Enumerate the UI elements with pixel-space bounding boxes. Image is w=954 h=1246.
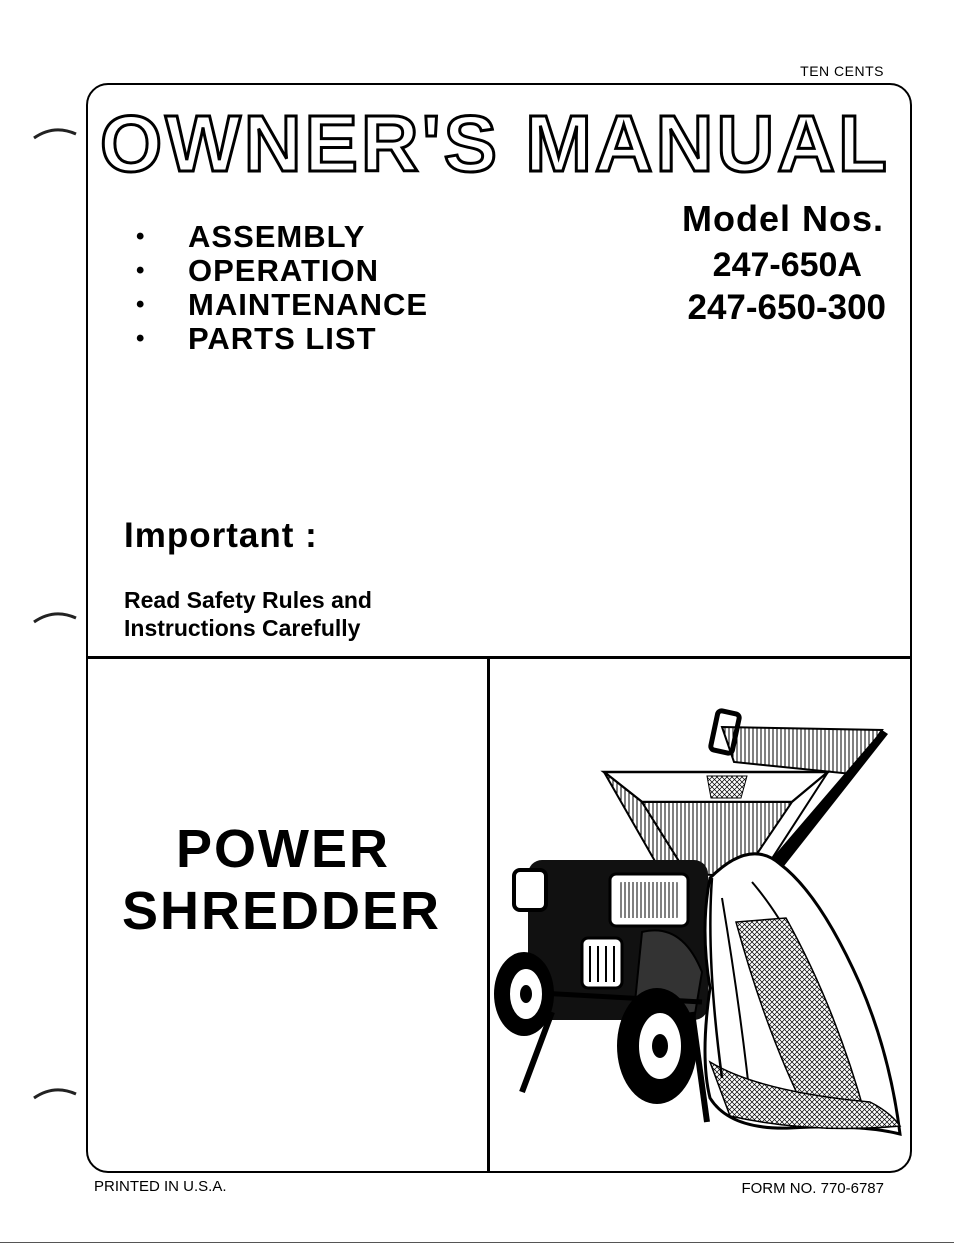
model-number: 247-650-300 bbox=[687, 288, 886, 327]
important-heading: Important : bbox=[124, 516, 318, 555]
instruction-line: Read Safety Rules and bbox=[124, 587, 372, 613]
instruction-line: Instructions Carefully bbox=[124, 615, 361, 641]
feature-label: PARTS LIST bbox=[188, 321, 377, 356]
product-name-line: SHREDDER bbox=[122, 881, 442, 941]
feature-item bbox=[136, 322, 428, 356]
feature-label: MAINTENANCE bbox=[188, 287, 429, 322]
model-label: Model Nos. bbox=[681, 198, 884, 239]
bullet-icon: • bbox=[136, 257, 146, 284]
binder-hole-mark bbox=[32, 1086, 78, 1102]
feature-label: ASSEMBLY bbox=[188, 219, 366, 254]
feature-item bbox=[136, 220, 428, 254]
price-label: TEN CENTS bbox=[800, 63, 884, 79]
bullet-icon: • bbox=[136, 325, 146, 352]
product-name-line: POWER bbox=[176, 819, 391, 879]
power-shredder-illustration bbox=[492, 662, 910, 1170]
manual-title: OWNER'S MANUAL bbox=[100, 99, 890, 188]
bullet-icon: • bbox=[136, 223, 146, 250]
vertical-divider bbox=[487, 658, 490, 1171]
rear-wheel bbox=[494, 952, 554, 1036]
horizontal-divider bbox=[87, 656, 911, 659]
binder-hole-mark bbox=[32, 126, 78, 142]
feature-label: OPERATION bbox=[188, 253, 379, 288]
bullet-icon: • bbox=[136, 291, 146, 318]
form-number: FORM NO. 770-6787 bbox=[741, 1180, 884, 1197]
feature-item bbox=[136, 254, 428, 288]
front-wheel bbox=[617, 988, 697, 1104]
binder-hole-mark bbox=[32, 610, 78, 626]
safety-instructions bbox=[124, 586, 372, 642]
page-edge bbox=[0, 1242, 954, 1243]
model-number: 247-650A bbox=[712, 246, 862, 284]
feature-list bbox=[136, 220, 428, 356]
printed-in-label: PRINTED IN U.S.A. bbox=[94, 1178, 227, 1195]
feature-item bbox=[136, 288, 428, 322]
collection-bag bbox=[705, 854, 900, 1134]
